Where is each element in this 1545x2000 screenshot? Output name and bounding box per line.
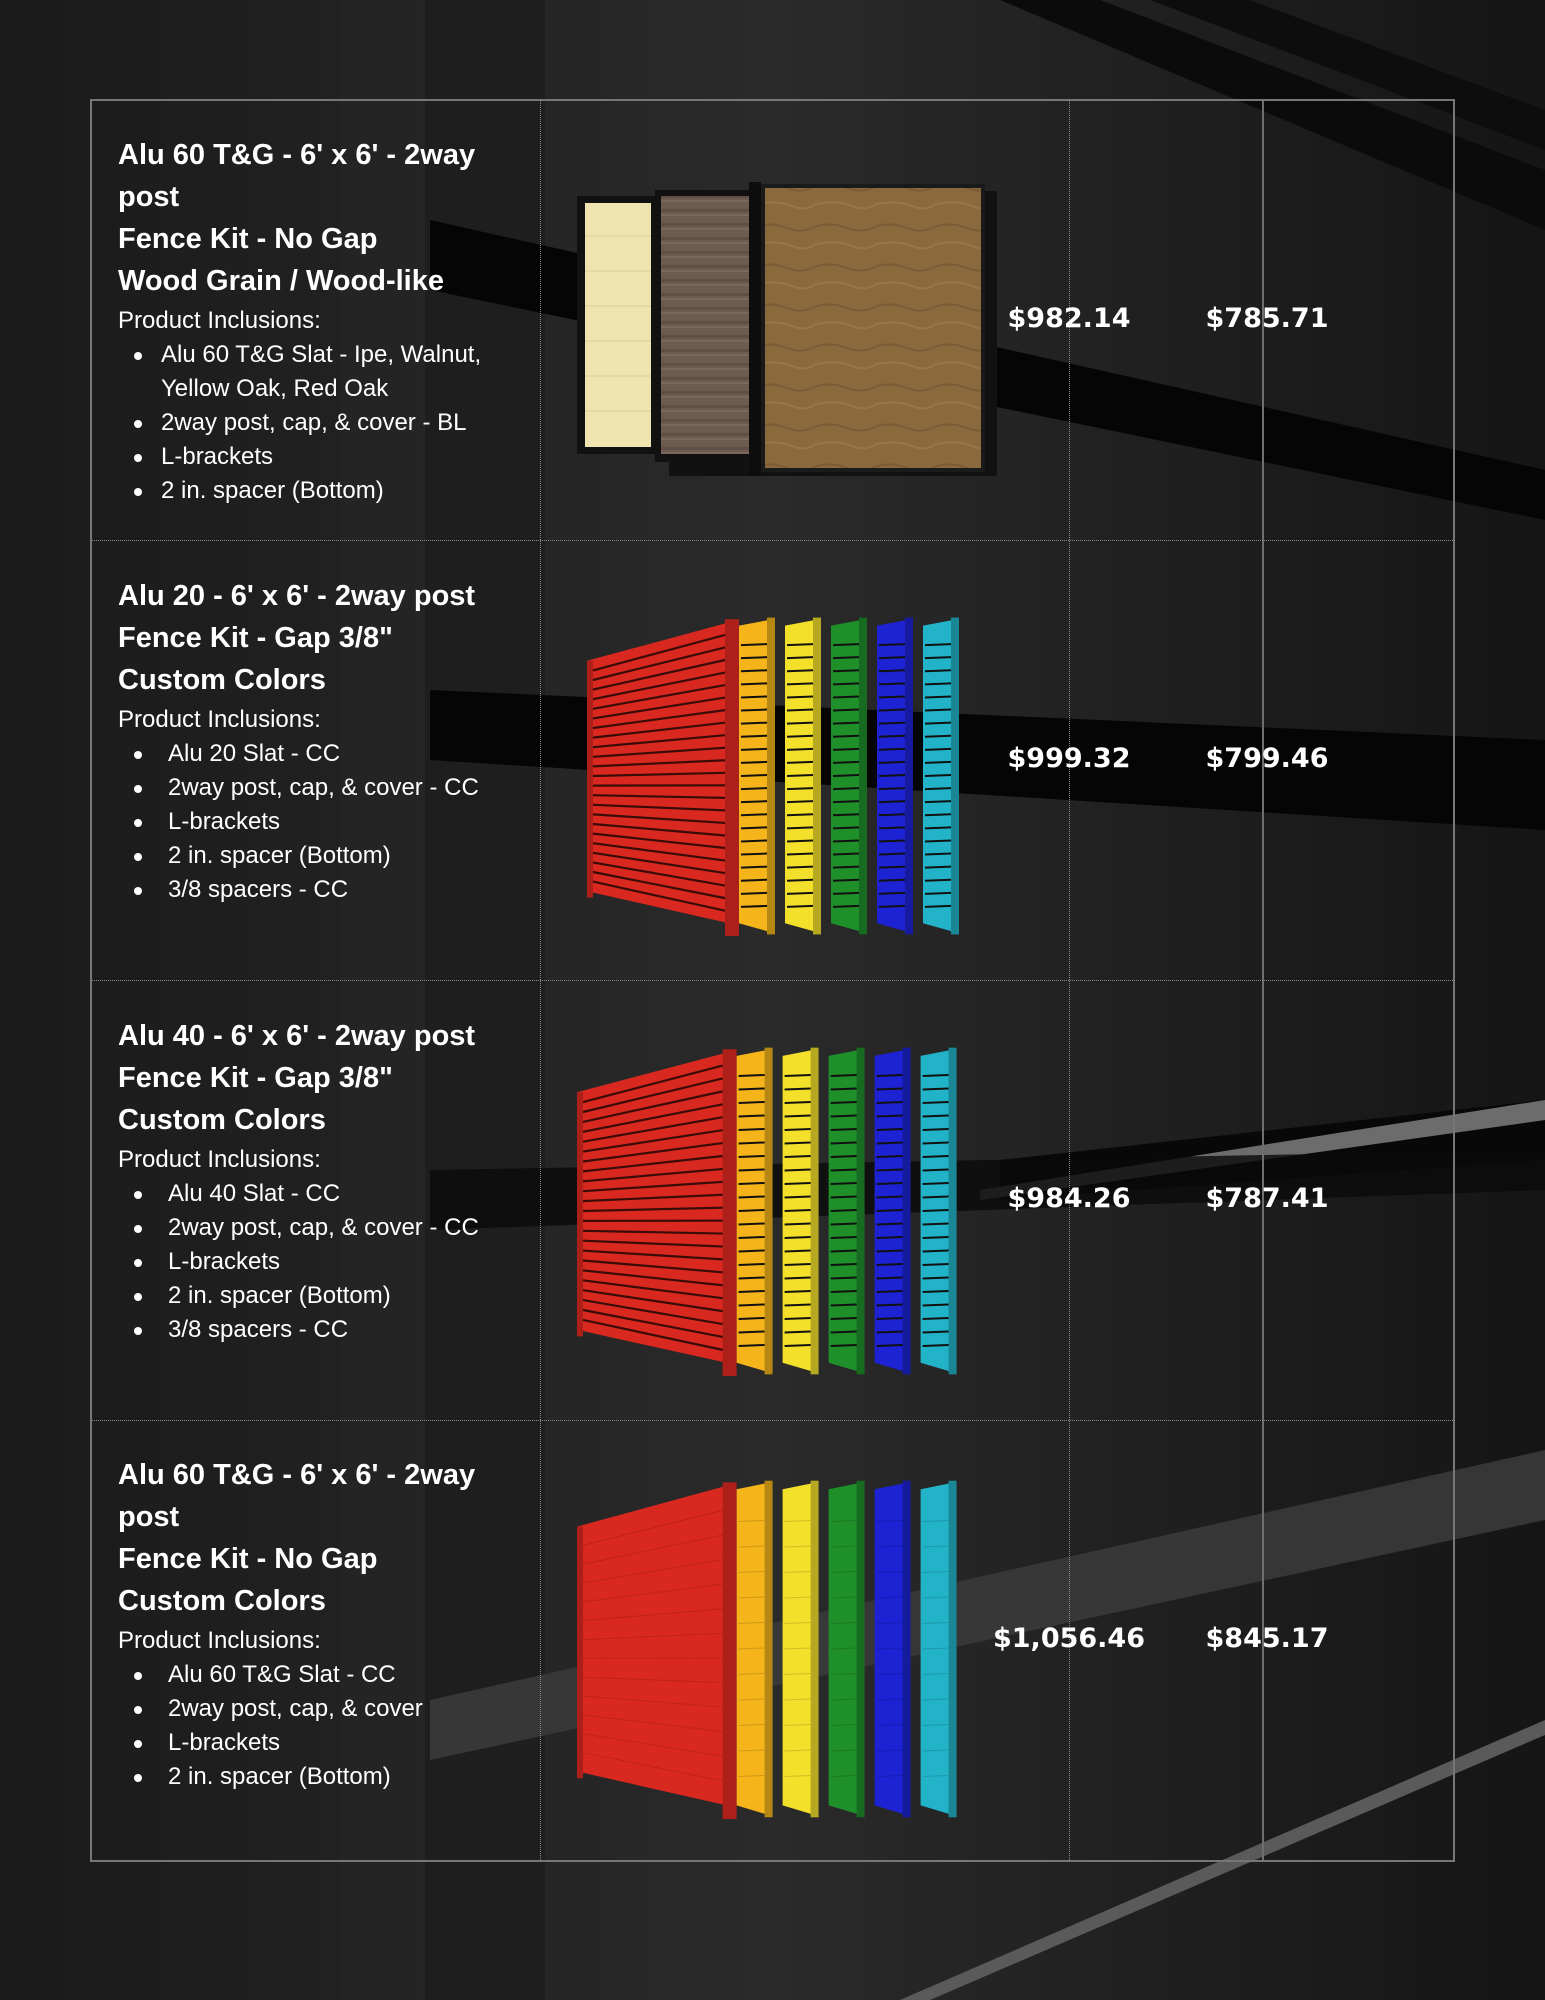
slat-gap xyxy=(787,644,813,645)
slat-gap xyxy=(785,1332,811,1333)
slat-gap xyxy=(739,1116,765,1117)
slat-gap xyxy=(741,749,767,750)
slat-gap xyxy=(785,1291,811,1292)
slat-gap xyxy=(785,1237,811,1238)
inclusions-list xyxy=(118,1177,518,1347)
slat-gap xyxy=(741,762,767,763)
slat-gap xyxy=(787,736,813,737)
slat-gap xyxy=(739,1183,765,1184)
slat-gap xyxy=(739,1170,765,1171)
slat-gap xyxy=(879,749,905,750)
fence-post xyxy=(857,1048,865,1375)
slat-gap xyxy=(785,1318,811,1319)
slat-gap xyxy=(741,880,767,881)
slat-gap xyxy=(831,1278,857,1279)
slat-gap xyxy=(833,644,859,645)
fence-post xyxy=(811,1481,819,1818)
fence-post xyxy=(951,618,959,935)
product-row xyxy=(92,1421,1453,1860)
slat-gap xyxy=(923,1156,949,1157)
slat-gap xyxy=(879,801,905,802)
list-item: L-brackets xyxy=(118,1245,518,1279)
slat-gap xyxy=(785,1197,811,1198)
slat-gap xyxy=(925,683,951,684)
slat-gap xyxy=(785,1075,811,1076)
slat-gap xyxy=(741,814,767,815)
slat-gap xyxy=(833,867,859,868)
slat-gap xyxy=(923,1278,949,1279)
slat-gap xyxy=(785,1170,811,1171)
slat-gap xyxy=(877,1102,903,1103)
slat-gap xyxy=(925,827,951,828)
fence-post xyxy=(723,1482,737,1819)
price-primary: $984.26 xyxy=(1007,1183,1131,1214)
slat-gap xyxy=(833,696,859,697)
slat-gap xyxy=(833,788,859,789)
slat-gap xyxy=(785,1102,811,1103)
slat-gap xyxy=(877,1318,903,1319)
slat-gap xyxy=(739,1102,765,1103)
list-item: Alu 20 Slat - CC xyxy=(118,737,518,771)
slat-gap xyxy=(831,1089,857,1090)
list-item: 2 in. spacer (Bottom) xyxy=(118,1760,518,1794)
slat-gap xyxy=(925,840,951,841)
slat-gap xyxy=(923,1237,949,1238)
slat-gap xyxy=(923,1143,949,1144)
inclusions-label: Product Inclusions: xyxy=(118,307,321,334)
slat-gap xyxy=(831,1143,857,1144)
slat-gap xyxy=(879,696,905,697)
product-row xyxy=(92,981,1453,1421)
price-secondary: $799.46 xyxy=(1205,743,1329,774)
slat-gap xyxy=(923,1305,949,1306)
slat-gap xyxy=(831,1264,857,1265)
slat-gap xyxy=(879,788,905,789)
list-item: 2way post, cap, & cover - CC xyxy=(118,771,518,805)
slat-gap xyxy=(739,1305,765,1306)
slat-gap xyxy=(877,1264,903,1265)
slat-gap xyxy=(925,696,951,697)
slat-gap xyxy=(877,1116,903,1117)
slat-gap xyxy=(879,723,905,724)
product-description xyxy=(118,134,518,508)
slat-gap xyxy=(831,1129,857,1130)
slat-gap xyxy=(741,683,767,684)
slat-gap xyxy=(925,723,951,724)
slat-gap xyxy=(833,814,859,815)
slat-gap xyxy=(923,1197,949,1198)
slat-gap xyxy=(833,736,859,737)
list-item: 3/8 spacers - CC xyxy=(118,873,518,907)
slat-gap xyxy=(925,893,951,894)
list-item: 2 in. spacer (Bottom) xyxy=(118,474,518,508)
slat-gap xyxy=(879,906,905,907)
slat-gap xyxy=(741,801,767,802)
slat-gap xyxy=(739,1210,765,1211)
slat-gap xyxy=(925,736,951,737)
fence-post xyxy=(903,1481,911,1818)
fence-post xyxy=(587,661,593,898)
slat-gap xyxy=(877,1183,903,1184)
slat-gap xyxy=(877,1332,903,1333)
fence-post xyxy=(577,1092,583,1336)
slat-gap xyxy=(739,1143,765,1144)
slat-gap xyxy=(833,749,859,750)
inclusions-list xyxy=(118,737,518,907)
slat-gap xyxy=(741,867,767,868)
slat-gap xyxy=(787,710,813,711)
slat-gap xyxy=(831,1332,857,1333)
slat-gap xyxy=(831,1210,857,1211)
slat-gap xyxy=(831,1345,857,1346)
slat-gap xyxy=(879,644,905,645)
slat-gap xyxy=(787,775,813,776)
fence-post xyxy=(859,618,867,935)
slat-gap xyxy=(925,906,951,907)
slat-gap xyxy=(785,1116,811,1117)
inclusions-label: Product Inclusions: xyxy=(118,1627,321,1654)
slat-gap xyxy=(831,1291,857,1292)
product-title: Alu 60 T&G - 6' x 6' - 2way post Fence Kit - No Gap Wood Grain / Wood-like xyxy=(118,139,476,297)
slat-gap xyxy=(923,1318,949,1319)
slat-gap xyxy=(741,723,767,724)
slat-gap xyxy=(739,1318,765,1319)
slat-gap xyxy=(879,880,905,881)
slat-gap xyxy=(741,788,767,789)
list-item: 2way post, cap, & cover xyxy=(118,1692,518,1726)
slat-gap xyxy=(925,644,951,645)
slat-gap xyxy=(925,854,951,855)
slat-gap xyxy=(787,683,813,684)
slat-gap xyxy=(741,670,767,671)
slat-gap xyxy=(787,880,813,881)
slat-gap xyxy=(879,710,905,711)
slat-gap xyxy=(831,1224,857,1225)
slat-gap xyxy=(877,1170,903,1171)
slat-gap xyxy=(785,1183,811,1184)
fence-post xyxy=(577,1527,583,1779)
slat-gap xyxy=(925,775,951,776)
product-title: Alu 40 - 6' x 6' - 2way post Fence Kit - Gap 3/8" Custom Colors xyxy=(118,1020,476,1136)
slat-gap xyxy=(877,1156,903,1157)
fence-post xyxy=(949,1481,957,1818)
slat-gap xyxy=(879,775,905,776)
slat-gap xyxy=(877,1291,903,1292)
product-description xyxy=(118,1454,518,1794)
slat-gap xyxy=(925,814,951,815)
slat-gap xyxy=(787,827,813,828)
slat-gap xyxy=(833,840,859,841)
price-secondary: $785.71 xyxy=(1205,303,1329,334)
slat-gap xyxy=(831,1197,857,1198)
slat-gap xyxy=(785,1143,811,1144)
product-table xyxy=(90,99,1455,1862)
slat-gap xyxy=(925,657,951,658)
slat-gap xyxy=(739,1278,765,1279)
slat-gap xyxy=(925,867,951,868)
slat-gap xyxy=(879,683,905,684)
fence-post xyxy=(765,1481,773,1818)
slat-gap xyxy=(741,657,767,658)
fence-post xyxy=(765,1048,773,1375)
slat-gap xyxy=(879,736,905,737)
slat-gap xyxy=(923,1264,949,1265)
slat-gap xyxy=(923,1251,949,1252)
slat-gap xyxy=(785,1129,811,1130)
inclusions-label: Product Inclusions: xyxy=(118,706,321,733)
slat-gap xyxy=(741,696,767,697)
list-item: L-brackets xyxy=(118,1726,518,1760)
slat-gap xyxy=(877,1129,903,1130)
slat-gap xyxy=(877,1237,903,1238)
slat-gap xyxy=(739,1264,765,1265)
inclusions-label: Product Inclusions: xyxy=(118,1146,321,1173)
slat-gap xyxy=(831,1116,857,1117)
fence-post xyxy=(767,618,775,935)
list-item: L-brackets xyxy=(118,440,518,474)
slat-gap xyxy=(785,1251,811,1252)
slat-seam xyxy=(583,1658,723,1659)
slat-gap xyxy=(787,723,813,724)
slat-gap xyxy=(787,906,813,907)
slat-gap xyxy=(923,1332,949,1333)
slat-gap xyxy=(787,696,813,697)
slat-gap xyxy=(831,1156,857,1157)
slat-gap xyxy=(739,1129,765,1130)
slat-gap xyxy=(785,1210,811,1211)
slat-gap xyxy=(785,1278,811,1279)
slat-gap xyxy=(925,801,951,802)
slat-gap xyxy=(787,788,813,789)
slat-gap xyxy=(923,1089,949,1090)
price-primary: $1,056.46 xyxy=(992,1623,1146,1654)
slat-gap xyxy=(785,1345,811,1346)
slat-gap xyxy=(741,906,767,907)
slat-gap xyxy=(833,906,859,907)
slat-gap xyxy=(739,1089,765,1090)
slat-gap xyxy=(831,1170,857,1171)
slat-gap xyxy=(833,775,859,776)
slat-gap xyxy=(787,801,813,802)
slat-gap xyxy=(741,736,767,737)
fence-post xyxy=(857,1481,865,1818)
slat-gap xyxy=(833,762,859,763)
slat-gap xyxy=(833,893,859,894)
slat-gap xyxy=(925,788,951,789)
fence-post xyxy=(723,1049,737,1376)
slat-gap xyxy=(923,1210,949,1211)
slat-gap xyxy=(741,710,767,711)
slat-gap xyxy=(833,880,859,881)
slat-gap xyxy=(785,1224,811,1225)
slat-gap xyxy=(739,1251,765,1252)
slat-gap xyxy=(923,1345,949,1346)
slat-gap xyxy=(925,762,951,763)
slat-gap xyxy=(741,840,767,841)
slat-gap xyxy=(879,762,905,763)
slat-gap xyxy=(879,840,905,841)
slat-gap xyxy=(925,710,951,711)
list-item: L-brackets xyxy=(118,805,518,839)
slat-gap xyxy=(923,1183,949,1184)
slat-gap xyxy=(925,670,951,671)
slat-gap xyxy=(877,1251,903,1252)
slat-gap xyxy=(831,1102,857,1103)
list-item: 2 in. spacer (Bottom) xyxy=(118,839,518,873)
slat-gap xyxy=(833,723,859,724)
slat-gap xyxy=(739,1291,765,1292)
slat-gap xyxy=(879,854,905,855)
slat-gap xyxy=(833,854,859,855)
price-secondary: $787.41 xyxy=(1205,1183,1329,1214)
colored-slat-panels-image xyxy=(577,1046,997,1376)
slat-gap xyxy=(879,827,905,828)
price-primary: $982.14 xyxy=(1007,303,1131,334)
product-description xyxy=(118,1015,518,1347)
slat-gap xyxy=(879,814,905,815)
slat-gap xyxy=(741,644,767,645)
fence-post xyxy=(949,1048,957,1375)
slat-gap xyxy=(787,893,813,894)
slat-gap xyxy=(879,657,905,658)
inclusions-list xyxy=(118,1658,518,1794)
price-secondary: $845.17 xyxy=(1205,1623,1329,1654)
slat-gap xyxy=(833,827,859,828)
slat-gap xyxy=(787,762,813,763)
slat-gap xyxy=(923,1116,949,1117)
slat-gap xyxy=(739,1237,765,1238)
slat-gap xyxy=(831,1305,857,1306)
slat-gap xyxy=(831,1237,857,1238)
slat-gap xyxy=(877,1210,903,1211)
fence-panel xyxy=(577,1486,727,1806)
slat-gap xyxy=(833,683,859,684)
slat-gap xyxy=(785,1264,811,1265)
product-title: Alu 60 T&G - 6' x 6' - 2way post Fence Kit - No Gap Custom Colors xyxy=(118,1459,476,1617)
slat-gap xyxy=(787,840,813,841)
slat-gap xyxy=(877,1143,903,1144)
price-primary: $999.32 xyxy=(1007,743,1131,774)
slat-gap xyxy=(923,1224,949,1225)
slat-gap xyxy=(877,1278,903,1279)
slat-gap xyxy=(923,1102,949,1103)
wood-grain-panels-image xyxy=(577,176,997,476)
list-item: 3/8 spacers - CC xyxy=(118,1313,518,1347)
fence-post xyxy=(813,618,821,935)
colored-slat-panels-image xyxy=(587,616,987,936)
product-row xyxy=(92,541,1453,981)
slat-gap xyxy=(739,1156,765,1157)
slat-gap xyxy=(925,880,951,881)
slat-gap xyxy=(831,1183,857,1184)
slat-gap xyxy=(833,710,859,711)
fence-post xyxy=(903,1048,911,1375)
slat-gap xyxy=(831,1251,857,1252)
fence-post xyxy=(725,619,739,936)
slat-gap xyxy=(787,749,813,750)
slat-gap xyxy=(741,827,767,828)
slat-gap xyxy=(877,1197,903,1198)
slat-gap xyxy=(879,867,905,868)
slat-gap xyxy=(787,657,813,658)
product-title: Alu 20 - 6' x 6' - 2way post Fence Kit - Gap 3/8" Custom Colors xyxy=(118,580,476,696)
slat-gap xyxy=(923,1170,949,1171)
slat-gap xyxy=(741,775,767,776)
slat-gap xyxy=(923,1291,949,1292)
slat-gap xyxy=(787,814,813,815)
list-item: Alu 60 T&G Slat - CC xyxy=(118,1658,518,1692)
slat-gap xyxy=(739,1075,765,1076)
slat-gap xyxy=(833,801,859,802)
slat-gap xyxy=(787,854,813,855)
fence-post xyxy=(811,1048,819,1375)
slat-gap xyxy=(785,1089,811,1090)
list-item: 2 in. spacer (Bottom) xyxy=(118,1279,518,1313)
slat-gap xyxy=(877,1075,903,1076)
slat-gap xyxy=(787,670,813,671)
slat-gap xyxy=(833,670,859,671)
slat-gap xyxy=(833,657,859,658)
slat-gap xyxy=(877,1224,903,1225)
slat-gap xyxy=(739,1224,765,1225)
slat-gap xyxy=(831,1075,857,1076)
colored-solid-panels-image xyxy=(577,1479,997,1819)
slat-gap xyxy=(739,1345,765,1346)
inclusions-list xyxy=(118,338,518,508)
slat-gap xyxy=(741,893,767,894)
slat-gap xyxy=(879,893,905,894)
slat-gap xyxy=(923,1129,949,1130)
slat-gap xyxy=(785,1305,811,1306)
slat-gap xyxy=(877,1089,903,1090)
product-row xyxy=(92,101,1453,541)
list-item: 2way post, cap, & cover - CC xyxy=(118,1211,518,1245)
list-item: 2way post, cap, & cover - BL xyxy=(118,406,518,440)
slat-gap xyxy=(785,1156,811,1157)
slat-gap xyxy=(877,1345,903,1346)
list-item: Alu 60 T&G Slat - Ipe, Walnut, Yellow Oak, Red Oak xyxy=(118,338,518,406)
slat-gap xyxy=(877,1305,903,1306)
slat-gap xyxy=(879,670,905,671)
fence-post xyxy=(905,618,913,935)
slat-gap xyxy=(739,1197,765,1198)
product-description xyxy=(118,575,518,907)
slat-gap xyxy=(831,1318,857,1319)
slat-gap xyxy=(925,749,951,750)
slat-gap xyxy=(741,854,767,855)
slat-gap xyxy=(923,1075,949,1076)
slat-gap xyxy=(739,1332,765,1333)
list-item: Alu 40 Slat - CC xyxy=(118,1177,518,1211)
slat-gap xyxy=(787,867,813,868)
